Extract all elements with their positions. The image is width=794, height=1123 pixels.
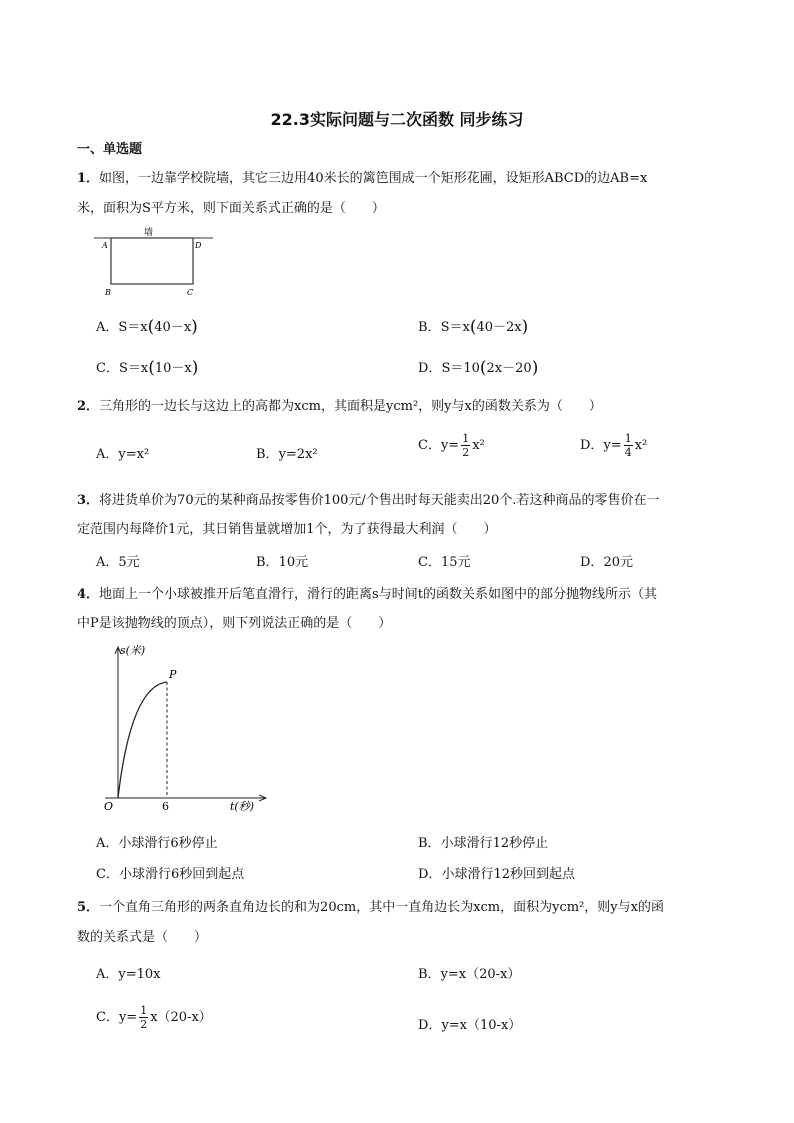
vertex-d-label: D xyxy=(195,241,202,250)
option-a[interactable]: A．5元 xyxy=(96,555,140,570)
option-c[interactable]: C．小球滑行6秒回到起点 xyxy=(96,867,245,882)
question-stem-line: 中P是该抛物线的顶点），则下列说法正确的是（ ） xyxy=(77,616,392,631)
question-stem-line: 3．将进货单价为70元的某种商品按零售价100元/个售出时每天能卖出20个.若这种商品的零售价在一 xyxy=(77,493,660,508)
option-d[interactable]: D．y=x（10-x） xyxy=(418,1018,522,1033)
parabola-curve xyxy=(118,682,167,798)
question-number: 3． xyxy=(77,493,100,508)
option-b[interactable]: B．S＝x(40－2x) xyxy=(418,317,529,337)
y-axis-label: s(米) xyxy=(120,644,146,657)
question-stem-line: 2．三角形的一边长与这边上的高都为xcm，其面积是ycm²，则y与x的函数关系为（ ） xyxy=(77,399,602,414)
option-b[interactable]: B．y=2x² xyxy=(256,447,318,462)
question-stem-line: 数的关系式是（ ） xyxy=(77,930,208,945)
option-a[interactable]: A．y=10x xyxy=(96,967,161,982)
vertex-p-label: P xyxy=(169,668,177,681)
option-a[interactable]: A．小球滑行6秒停止 xyxy=(96,836,218,851)
option-b[interactable]: B．小球滑行12秒停止 xyxy=(418,836,549,851)
x-tick-label: 6 xyxy=(162,800,169,813)
question-number: 1． xyxy=(77,171,100,186)
question-number: 2． xyxy=(77,399,100,414)
rectangle-abcd xyxy=(111,238,193,284)
vertex-a-label: A xyxy=(102,241,108,250)
option-d[interactable]: D．S＝10(2x－20) xyxy=(418,358,539,378)
x-axis-label: t(秒) xyxy=(230,800,255,813)
question-stem-line: 4．地面上一个小球被推开后笔直滑行，滑行的距离s与时间t的函数关系如图中的部分抛物线所示（其 xyxy=(77,587,657,602)
origin-label: O xyxy=(104,800,114,813)
garden-figure xyxy=(88,224,218,300)
option-a[interactable]: A．y=x² xyxy=(96,447,150,462)
fraction: $\frac{1}{4}$ xyxy=(624,432,632,459)
question-number: 4． xyxy=(77,587,100,602)
option-c[interactable]: C．y= $\frac{1}{2}$ x（20-x） xyxy=(96,1004,212,1031)
question-stem-line: 1．如图，一边靠学校院墙，其它三边用40米长的篱笆围成一个矩形花圃，设矩形ABCD的边AB=x xyxy=(77,171,648,186)
page-title: 22.3实际问题与二次函数 同步练习 xyxy=(270,110,524,129)
option-b[interactable]: B．y=x（20-x） xyxy=(418,967,521,982)
wall-label: 墙 xyxy=(144,228,154,238)
section-heading: 一、单选题 xyxy=(77,142,143,157)
option-a[interactable]: A．S＝x(40－x) xyxy=(96,317,198,337)
question-stem-line: 定范围内每降价1元，其日销售量就增加1个，为了获得最大利润（ ） xyxy=(77,522,497,537)
question-stem-line: 5．一个直角三角形的两条直角边长的和为20cm，其中一直角边长为xcm，面积为ycm²，则y与x的函 xyxy=(77,900,664,915)
option-c[interactable]: C．y= $\frac{1}{2}$ x² xyxy=(418,432,485,459)
fraction: $\frac{1}{2}$ xyxy=(140,1004,148,1031)
question-number: 5． xyxy=(77,900,100,915)
option-d[interactable]: D．y= $\frac{1}{4}$ x² xyxy=(580,432,648,459)
parabola-figure xyxy=(95,640,275,818)
option-d[interactable]: D．小球滑行12秒回到起点 xyxy=(418,867,575,882)
fraction: $\frac{1}{2}$ xyxy=(462,432,470,459)
vertex-b-label: B xyxy=(105,288,111,297)
vertex-c-label: C xyxy=(187,288,194,297)
option-c[interactable]: C．15元 xyxy=(418,555,471,570)
option-c[interactable]: C．S＝x(10－x) xyxy=(96,358,199,378)
option-b[interactable]: B．10元 xyxy=(256,555,309,570)
question-stem-line: 米，面积为S平方米，则下面关系式正确的是（ ） xyxy=(77,201,385,216)
option-d[interactable]: D．20元 xyxy=(580,555,633,570)
